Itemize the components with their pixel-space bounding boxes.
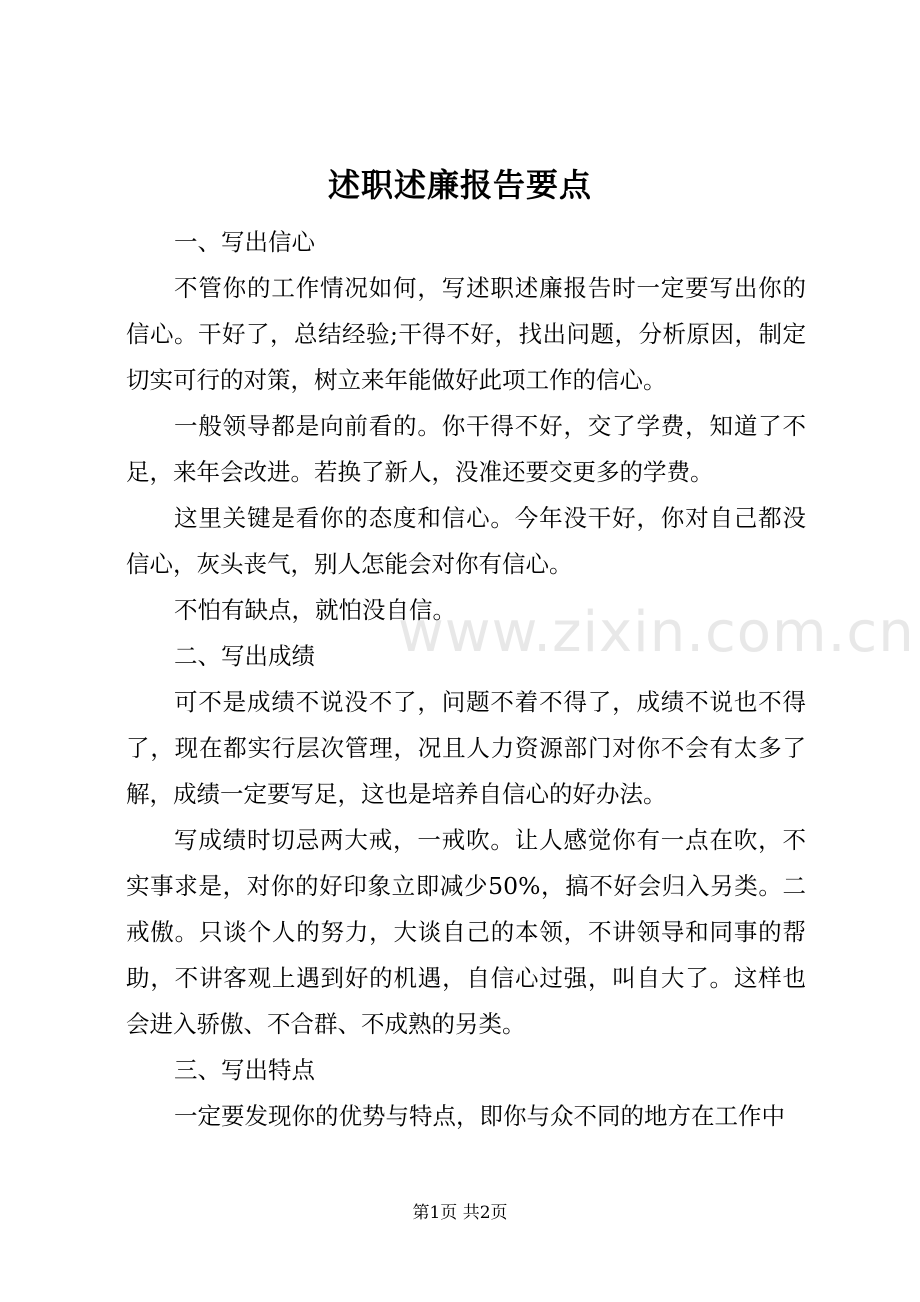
paragraph: 一定要发现你的优势与特点，即你与众不同的地方在工作中: [174, 1102, 785, 1130]
page-footer: 第1页 共2页: [412, 1203, 508, 1223]
paragraph: 这里关键是看你的态度和信心。今年没干好，你对自己都没信心，灰头丧气，别人怎能会对你有信心。: [126, 504, 806, 578]
paragraph: 可不是成绩不说没不了，问题不着不得了，成绩不说也不得了，现在都实行层次管理，况且人力资源部门对你不会有太多了解，成绩一定要写足，这也是培养自信心的好办法。: [126, 688, 806, 808]
paragraph: 不管你的工作情况如何，写述职述廉报告时一定要写出你的信心。干好了，总结经验;干得不好，找出问题，分析原因，制定切实可行的对策，树立来年能做好此项工作的信心。: [126, 274, 806, 394]
paragraph: 一般领导都是向前看的。你干得不好，交了学费，知道了不足，来年会改进。若换了新人，没准还要交更多的学费。: [126, 412, 806, 486]
section-heading-confidence: 一、写出信心: [174, 228, 315, 256]
paragraph: 不怕有缺点，就怕没自信。: [174, 596, 456, 624]
document-title: 述职述廉报告要点: [327, 166, 592, 204]
watermark: www.zixin.com.cn: [398, 600, 915, 665]
paragraph: 写成绩时切忌两大戒，一戒吹。让人感觉你有一点在吹，不实事求是，对你的好印象立即减少50%，搞不好会归入另类。二戒傲。只谈个人的努力，大谈自己的本领，不讲领导和同事的帮助，不讲客观上遇到好的机遇，自信心过强，叫自大了。这样也会进入骄傲、不合群、不成熟的另类。: [126, 826, 806, 1038]
section-heading-features: 三、写出特点: [174, 1056, 315, 1084]
section-heading-achievements: 二、写出成绩: [174, 642, 315, 670]
document-body: [126, 219, 806, 1139]
